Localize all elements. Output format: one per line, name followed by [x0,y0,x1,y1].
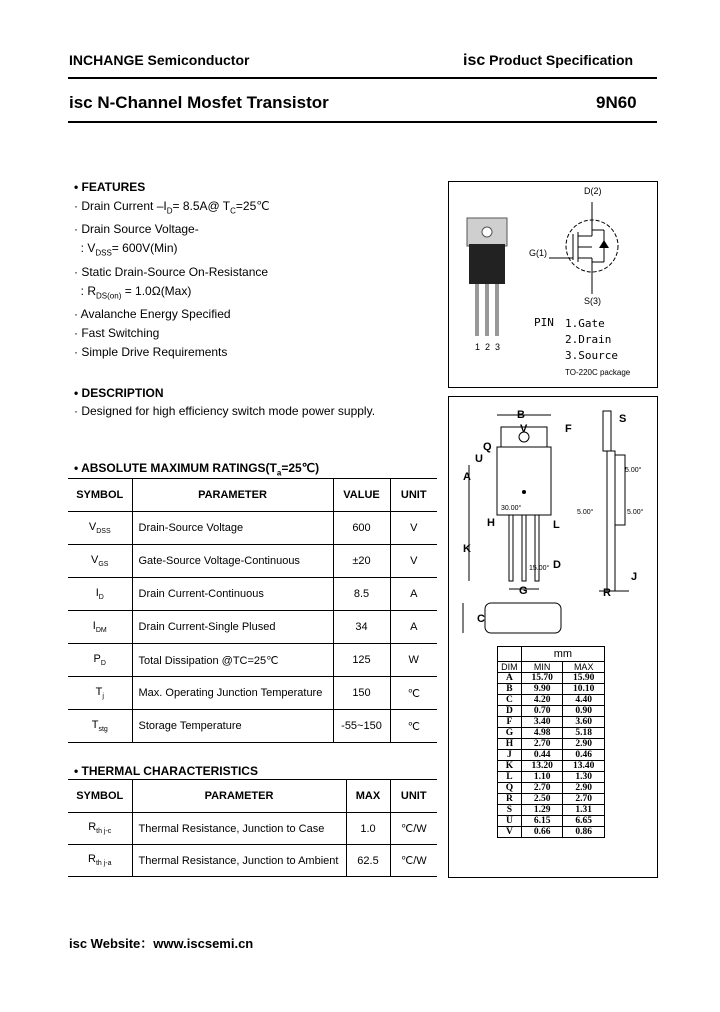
dim-max: 13.40 [563,761,605,772]
cell-parameter: Gate-Source Voltage-Continuous [132,545,333,578]
dim-row [498,794,605,805]
dim-label-u: U [475,453,483,465]
dim-angle-left: 5.00° [577,509,594,516]
cell-unit: A [390,611,437,644]
table-row [68,611,437,644]
dim-row [498,695,605,706]
dim-min: 4.20 [521,695,563,706]
dim-angle-right: 5.00° [627,509,644,516]
feature-simple-drive: · Simple Drive Requirements [74,345,228,360]
table-row [68,644,437,677]
table-row [68,545,437,578]
dim-max: 6.65 [563,816,605,827]
col-symbol: SYMBOL [68,479,132,512]
dim-max: 5.18 [563,728,605,739]
dim-angle-15: 15.00° [529,565,550,572]
feature-drain-source-voltage: · Drain Source Voltage- [74,222,199,237]
dim-label-c: C [477,613,485,625]
feature-fast-switching: · Fast Switching [74,326,160,341]
document-title: isc N-Channel Mosfet Transistor [69,93,329,112]
footer [69,933,253,952]
cell-unit: ℃ [390,677,437,710]
cell-value: 62.5 [346,845,390,877]
spec-label [463,52,633,70]
dim-letter: U [498,816,522,827]
dim-max: 1.31 [563,805,605,816]
col-parameter: PARAMETER [132,479,333,512]
cell-parameter: Drain Current-Single Plused [132,611,333,644]
abs-max-table [68,478,437,743]
table-row [68,677,437,710]
dim-min: 15.70 [521,673,563,684]
dim-label-r: R [603,587,611,599]
cell-unit: ℃ [390,710,437,743]
col-unit: UNIT [390,780,437,813]
cell-symbol: $T_{stg}$ [68,710,132,743]
dim-min: 4.98 [521,728,563,739]
dim-letter: C [498,695,522,706]
cell-parameter: Thermal Resistance, Junction to Case [132,813,346,845]
cell-value: 600 [333,512,390,545]
dim-min: 1.29 [521,805,563,816]
col-unit: UNIT [390,479,437,512]
part-number: 9N60 [596,93,637,112]
cell-unit: W [390,644,437,677]
dim-row [498,772,605,783]
cell-symbol: $I_D$ [68,578,132,611]
table-row [68,845,437,877]
feature-rds: : $R_{DS(on)} = 1.0\Omega(Max)$ [74,283,192,301]
dim-max: 2.90 [563,783,605,794]
dim-min: 3.40 [521,717,563,728]
table-header-row [68,780,437,813]
cell-parameter: Max. Operating Junction Temperature [132,677,333,710]
dim-max: 2.90 [563,739,605,750]
cell-value: -55~150 [333,710,390,743]
dim-min: 0.70 [521,706,563,717]
dim-angle-top: 5.00° [625,467,642,474]
dim-label-v: V [520,423,528,435]
table-header-row [68,479,437,512]
cell-parameter: Drain-Source Voltage [132,512,333,545]
col-parameter: PARAMETER [132,780,346,813]
dim-letter: D [498,706,522,717]
table-row [68,813,437,845]
dim-unit: mm [521,647,604,662]
cell-unit: ℃/W [390,845,437,877]
pin-2: 2.Drain [565,333,612,346]
dim-min: 13.20 [521,761,563,772]
cell-unit: ℃/W [390,813,437,845]
dim-label-d: D [553,559,561,571]
dim-letter: S [498,805,522,816]
features-list [74,197,270,362]
dim-max: 15.90 [563,673,605,684]
cell-value: 125 [333,644,390,677]
dim-min: 0.44 [521,750,563,761]
dim-label-j: J [631,571,638,583]
cell-value: 8.5 [333,578,390,611]
description-heading: • DESCRIPTION [74,386,164,400]
cell-symbol: $V_{GS}$ [68,545,132,578]
dim-unit-row [498,647,605,662]
drain-label: D(2) [584,186,602,196]
pin-1: 1.Gate [565,317,605,330]
dim-letter: H [498,739,522,750]
header-rule-top [68,77,657,79]
dim-max: 0.46 [563,750,605,761]
dim-label-f: F [565,423,572,435]
description-text: · Designed for high efficiency switch mode power supply. [74,404,376,418]
dim-max: 10.10 [563,684,605,695]
dim-row [498,827,605,838]
dim-letter: R [498,794,522,805]
dim-letter: L [498,772,522,783]
source-label: S(3) [584,296,602,306]
dim-row [498,750,605,761]
cell-symbol: $R_{th j-c}$ [68,813,132,845]
cell-value: 150 [333,677,390,710]
thermal-table [68,779,437,877]
dim-max: 0.90 [563,706,605,717]
feature-avalanche: · Avalanche Energy Specified [74,307,231,322]
footer-label: isc Website： [69,936,154,951]
dim-min: 1.10 [521,772,563,783]
dim-min: 2.70 [521,783,563,794]
package-box [448,181,658,388]
cell-unit: V [390,512,437,545]
col-max: MAX [346,780,390,813]
company-name: INCHANGE Semiconductor [69,52,250,68]
dim-letter: A [498,673,522,684]
cell-parameter: Thermal Resistance, Junction to Ambient [132,845,346,877]
dim-label-a: A [463,471,471,483]
cell-symbol: $T_j$ [68,677,132,710]
dim-letter: V [498,827,522,838]
dim-min: 9.90 [521,684,563,695]
dim-row [498,728,605,739]
cell-parameter: Drain Current-Continuous [132,578,333,611]
cell-value: 1.0 [346,813,390,845]
package-name: TO-220C package [565,368,631,377]
dim-header-row: DIM MIN MAX [498,662,605,673]
cell-symbol: $I_{DM}$ [68,611,132,644]
dim-min: 2.70 [521,739,563,750]
col-symbol: SYMBOL [68,780,132,813]
pin-3: 3.Source [565,349,618,362]
dim-row [498,739,605,750]
cell-unit: A [390,578,437,611]
cell-symbol: $R_{th j-a}$ [68,845,132,877]
dim-letter: F [498,717,522,728]
dim-letter: K [498,761,522,772]
pin-heading: PIN [534,316,554,329]
dim-letter: J [498,750,522,761]
dim-row [498,761,605,772]
dim-max: 3.60 [563,717,605,728]
table-row [68,710,437,743]
dim-min: 0.66 [521,827,563,838]
dim-letter: B [498,684,522,695]
cell-value: 34 [333,611,390,644]
website-link[interactable]: www.iscsemi.cn [153,936,254,951]
dim-row [498,684,605,695]
dim-max: 4.40 [563,695,605,706]
abs-max-heading: • ABSOLUTE MAXIMUM $RATINGS(T_a=25℃)$ [74,461,320,478]
dim-row [498,783,605,794]
pin-list [565,316,618,364]
bottom-view [485,603,561,633]
dim-label-k: K [463,543,471,555]
table-row [68,578,437,611]
dim-label-g: G [519,585,528,597]
dim-row [498,805,605,816]
dim-max: 2.70 [563,794,605,805]
dim-row [498,816,605,827]
dim-row [498,673,605,684]
header-rule-bottom [68,121,657,123]
dim-min: 2.50 [521,794,563,805]
cell-parameter: Storage Temperature [132,710,333,743]
features-heading: • FEATURES [74,180,146,194]
feature-drain-current: · Drain Current $-I_D=$ 8.5A@ $T_C=25℃$ [74,199,270,216]
dim-label-b: B [517,409,525,421]
package-illustration [449,182,657,387]
cell-symbol: $V_{DSS}$ [68,512,132,545]
dim-label-l: L [553,519,560,531]
dim-label-q: Q [483,441,492,453]
dim-row [498,706,605,717]
feature-on-resistance: · Static Drain-Source On-Resistance [74,264,269,279]
feature-vdss: : $V_{DSS}= 600V(Min)$ [74,241,178,258]
dim-label-h: H [487,517,495,529]
thermal-heading: • THERMAL CHARACTERISTICS [74,764,258,778]
gate-label: G(1) [529,248,547,258]
dim-max: 1.30 [563,772,605,783]
spec-text: Product Specification [489,52,634,68]
dim-letter: G [498,728,522,739]
dim-min: 6.15 [521,816,563,827]
dim-label-s: S [619,413,627,425]
pin-numbers: 1 2 3 [475,342,501,352]
table-row [68,512,437,545]
dim-letter: Q [498,783,522,794]
dim-max: 0.86 [563,827,605,838]
dim-angle-30: 30.00° [501,505,522,512]
transistor-body [469,244,505,284]
col-value: VALUE [333,479,390,512]
cell-symbol: $P_D$ [68,644,132,677]
cell-parameter: Total Dissipation @TC=25℃ [132,644,333,677]
spec-prefix: isc [463,52,486,69]
cell-value: ±20 [333,545,390,578]
dimension-table [497,646,605,838]
cell-unit: V [390,545,437,578]
dim-row [498,717,605,728]
